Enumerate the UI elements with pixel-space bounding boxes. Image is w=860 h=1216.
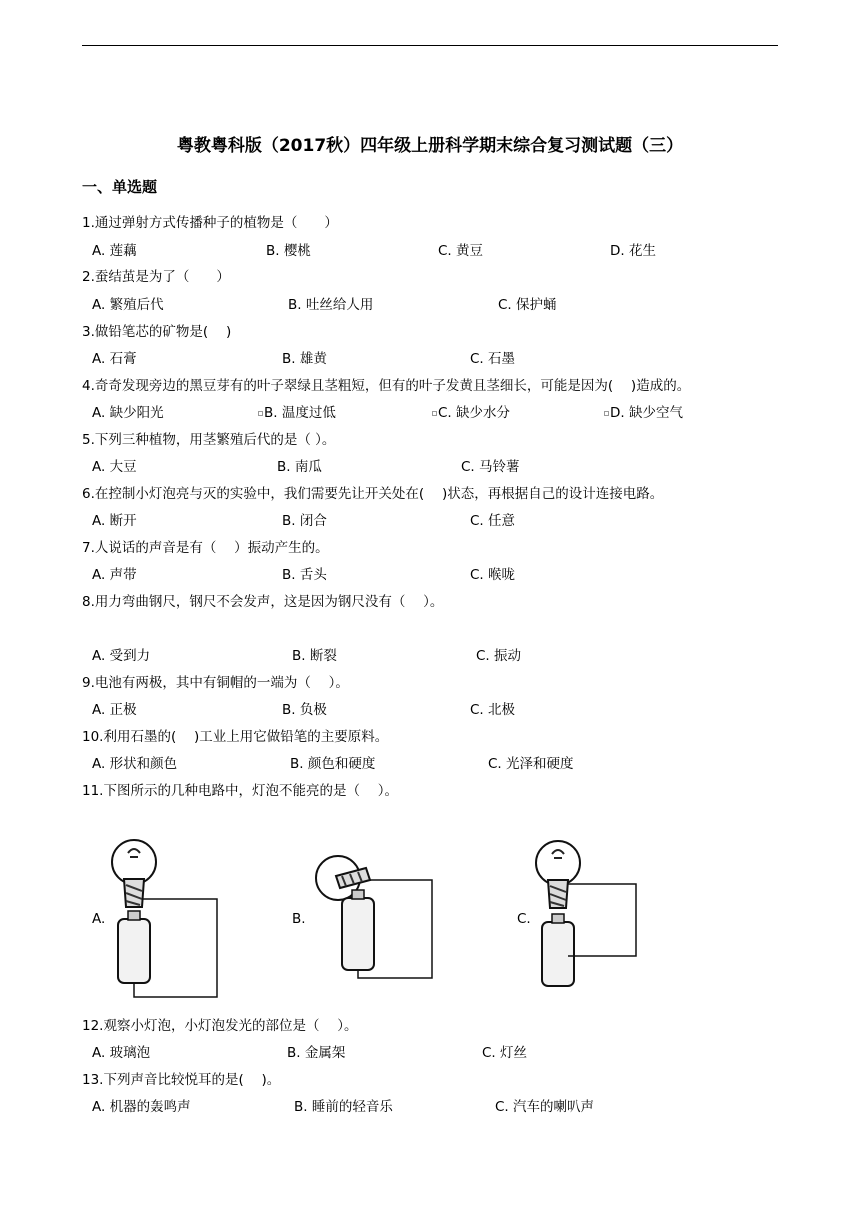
question-1: 1.通过弹射方式传播种子的植物是（ ） <box>82 215 338 231</box>
q12-option-c[interactable]: C. 灯丝 <box>482 1045 528 1061</box>
q5-option-c[interactable]: C. 马铃薯 <box>461 459 520 475</box>
q6-option-a[interactable]: A. 断开 <box>92 513 137 529</box>
question-10: 10.利用石墨的( )工业上用它做铅笔的主要原料。 <box>82 729 389 745</box>
anchor-mark-icon <box>258 411 263 416</box>
q11-option-b-label[interactable]: B. <box>292 911 306 927</box>
q11-option-c-label[interactable]: C. <box>517 911 531 927</box>
section-heading: 一、单选题 <box>82 178 158 196</box>
q4-option-b[interactable]: B. 温度过低 <box>258 401 336 421</box>
q5-option-a[interactable]: A. 大豆 <box>92 459 137 475</box>
question-8: 8.用力弯曲钢尺，钢尺不会发声，这是因为钢尺没有（ ）。 <box>82 594 444 610</box>
question-7: 7.人说话的声音是有（ ）振动产生的。 <box>82 540 329 556</box>
q9-option-b[interactable]: B. 负极 <box>282 702 327 718</box>
question-4: 4.奇奇发现旁边的黑豆芽有的叶子翠绿且茎粗短，但有的叶子发黄且茎细长，可能是因为( )造成的。 <box>82 378 691 394</box>
q5-option-b[interactable]: B. 南瓜 <box>277 459 322 475</box>
q8-option-a[interactable]: A. 受到力 <box>92 648 151 664</box>
question-13: 13.下列声音比较悦耳的是( )。 <box>82 1072 281 1088</box>
circuit-c-image[interactable] <box>530 838 646 1000</box>
question-5: 5.下列三种植物，用茎繁殖后代的是（ ）。 <box>82 432 336 448</box>
q12-option-a[interactable]: A. 玻璃泡 <box>92 1045 151 1061</box>
circuit-a-image[interactable] <box>106 835 224 1000</box>
q4-option-c[interactable]: C. 缺少水分 <box>432 401 510 421</box>
question-3: 3.做铅笔芯的矿物是( ) <box>82 324 232 340</box>
q2-option-c[interactable]: C. 保护蛹 <box>498 297 557 313</box>
q13-option-c[interactable]: C. 汽车的喇叭声 <box>495 1099 595 1115</box>
q1-option-a[interactable]: A. 莲藕 <box>92 243 137 259</box>
q2-option-b[interactable]: B. 吐丝给人用 <box>288 297 374 313</box>
q13-option-b[interactable]: B. 睡前的轻音乐 <box>294 1099 393 1115</box>
header-rule <box>82 45 778 46</box>
q8-option-b[interactable]: B. 断裂 <box>292 648 337 664</box>
q13-option-a[interactable]: A. 机器的轰鸣声 <box>92 1099 191 1115</box>
q7-option-a[interactable]: A. 声带 <box>92 567 137 583</box>
q10-option-b[interactable]: B. 颜色和硬度 <box>290 756 376 772</box>
question-2: 2.蚕结茧是为了（ ） <box>82 269 230 285</box>
q4-option-d[interactable]: D. 缺少空气 <box>604 401 683 421</box>
q9-option-c[interactable]: C. 北极 <box>470 702 516 718</box>
q10-option-a[interactable]: A. 形状和颜色 <box>92 756 178 772</box>
q3-option-b[interactable]: B. 雄黄 <box>282 351 327 367</box>
q3-option-a[interactable]: A. 石膏 <box>92 351 137 367</box>
q4-option-a[interactable]: A. 缺少阳光 <box>92 405 164 421</box>
question-11: 11.下图所示的几种电路中，灯泡不能亮的是（ ）。 <box>82 783 399 799</box>
q12-option-b[interactable]: B. 金属架 <box>287 1045 346 1061</box>
q7-option-b[interactable]: B. 舌头 <box>282 567 327 583</box>
q10-option-c[interactable]: C. 光泽和硬度 <box>488 756 574 772</box>
q6-option-c[interactable]: C. 任意 <box>470 513 516 529</box>
q2-option-a[interactable]: A. 繁殖后代 <box>92 297 164 313</box>
anchor-mark-icon <box>432 411 437 416</box>
question-12: 12.观察小灯泡，小灯泡发光的部位是（ ）。 <box>82 1018 358 1034</box>
q8-option-c[interactable]: C. 振动 <box>476 648 522 664</box>
question-6: 6.在控制小灯泡亮与灭的实验中，我们需要先让开关处在( )状态，再根据自己的设计连接电路。 <box>82 486 664 502</box>
anchor-mark-icon <box>604 411 609 416</box>
question-9: 9.电池有两极，其中有铜帽的一端为（ ）。 <box>82 675 349 691</box>
q9-option-a[interactable]: A. 正极 <box>92 702 137 718</box>
circuit-b-image[interactable] <box>306 852 436 982</box>
q11-option-a-label[interactable]: A. <box>92 911 106 927</box>
q1-option-b[interactable]: B. 樱桃 <box>266 243 311 259</box>
q1-option-d[interactable]: D. 花生 <box>610 243 656 259</box>
q1-option-c[interactable]: C. 黄豆 <box>438 243 484 259</box>
q7-option-c[interactable]: C. 喉咙 <box>470 567 516 583</box>
page-title: 粤教粤科版（2017秋）四年级上册科学期末综合复习测试题（三） <box>176 136 684 156</box>
q3-option-c[interactable]: C. 石墨 <box>470 351 516 367</box>
q6-option-b[interactable]: B. 闭合 <box>282 513 327 529</box>
